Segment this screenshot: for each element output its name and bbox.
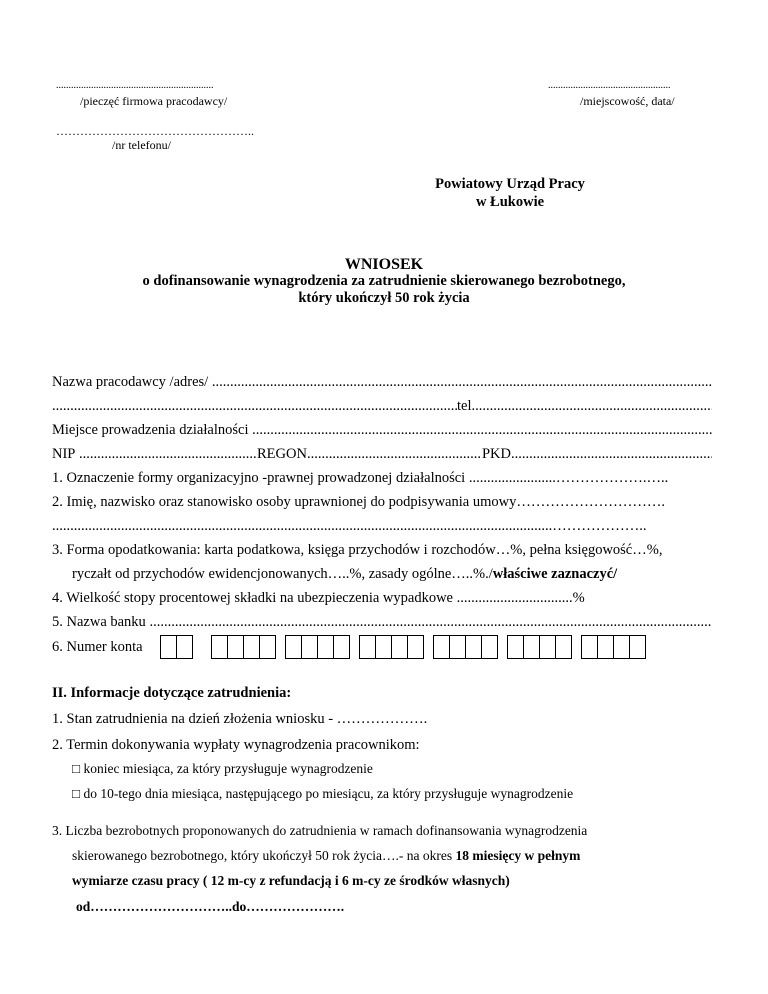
- account-digit-box[interactable]: [259, 635, 276, 659]
- pkd-label: PKD: [481, 446, 511, 462]
- item-1-legal-form[interactable]: 1. Oznaczenie formy organizacyjno -prawnej prowadzonej działalności ........................……………….…..: [52, 470, 669, 486]
- account-digit-box[interactable]: [160, 635, 177, 659]
- q3-unemployed-count: 3. Liczba bezrobotnych proponowanych do zatrudnienia w ramach dofinansowania wynagrodzenia: [52, 823, 588, 838]
- business-place-label: Miejsce prowadzenia działalności: [52, 422, 249, 438]
- q3-date-range[interactable]: od…………………………..do………………….: [76, 899, 345, 914]
- account-digit-box[interactable]: [449, 635, 466, 659]
- item-4-accident-rate[interactable]: 4. Wielkość stopy procentowej składki na ubezpieczenia wypadkowe ................................%: [52, 590, 585, 606]
- document-subtitle-1: o dofinansowanie wynagrodzenia za zatrudnienie skierowanego bezrobotnego,: [142, 273, 626, 289]
- account-digit-box[interactable]: [523, 635, 540, 659]
- stamp-dots: ...............................................................: [56, 80, 214, 91]
- q1-employment-state[interactable]: 1. Stan zatrudnienia na dzień złożenia wniosku - ……………….: [52, 711, 428, 727]
- account-digit-box[interactable]: [227, 635, 244, 659]
- payment-option-end-of-month[interactable]: □ koniec miesiąca, za który przysługuje wynagrodzenie: [72, 761, 373, 776]
- place-date-caption: /miejscowość, data/: [580, 94, 675, 108]
- bank-name-label: 5. Nazwa banku: [52, 614, 146, 630]
- account-number-boxes[interactable]: [160, 635, 646, 659]
- employer-address-field[interactable]: [52, 373, 712, 391]
- account-digit-box[interactable]: [613, 635, 630, 659]
- account-digit-box[interactable]: [375, 635, 392, 659]
- account-digit-box[interactable]: [359, 635, 376, 659]
- account-digit-box[interactable]: [465, 635, 482, 659]
- office-city: w Łukowie: [475, 194, 545, 210]
- q3-period-bold: 18 miesięcy w pełnym: [455, 848, 581, 863]
- business-place-field[interactable]: [52, 421, 712, 439]
- phone-caption: /nr telefonu/: [112, 138, 171, 152]
- account-digit-box[interactable]: [285, 635, 302, 659]
- account-digit-box[interactable]: [481, 635, 498, 659]
- account-digit-box[interactable]: [301, 635, 318, 659]
- item-3-taxation-cont: [72, 565, 617, 583]
- account-digit-box[interactable]: [317, 635, 334, 659]
- account-digit-box[interactable]: [243, 635, 260, 659]
- account-digit-box[interactable]: [539, 635, 556, 659]
- bank-name-field[interactable]: [52, 613, 712, 631]
- account-digit-box[interactable]: [555, 635, 572, 659]
- regon-label: REGON: [257, 446, 307, 462]
- stamp-caption: /pieczęć firmowa pracodawcy/: [80, 94, 228, 108]
- payment-option-10th-day[interactable]: □ do 10-tego dnia miesiąca, następującego po miesiącu, za który przysługuje wynagrodzenie: [72, 786, 574, 801]
- q2-payment-term: 2. Termin dokonywania wypłaty wynagrodzenia pracownikom:: [52, 737, 420, 753]
- item-3-note: właściwe zaznaczyć/: [492, 566, 618, 582]
- office-name: Powiatowy Urząd Pracy: [435, 176, 585, 192]
- account-digit-box[interactable]: [629, 635, 646, 659]
- document-subtitle-2: który ukończył 50 rok życia: [298, 290, 470, 306]
- account-digit-box[interactable]: [581, 635, 598, 659]
- account-digit-box[interactable]: [433, 635, 450, 659]
- employer-address-tel-field[interactable]: [52, 397, 712, 415]
- nip-regon-pkd-field[interactable]: [52, 445, 712, 463]
- item-2-authorized-person[interactable]: 2. Imię, nazwisko oraz stanowisko osoby uprawnionej do podpisywania umowy………………………….: [52, 494, 665, 510]
- q3-period: [72, 848, 580, 864]
- account-digit-box[interactable]: [211, 635, 228, 659]
- account-digit-box[interactable]: [176, 635, 193, 659]
- place-date-dots: .................................................: [548, 80, 671, 91]
- tel-label: tel: [457, 398, 472, 414]
- section-2-heading: II. Informacje dotyczące zatrudnienia:: [52, 685, 292, 701]
- item-3-taxation-text: ryczałt od przychodów ewidencjonowanych…..%, zasady ogólne…..%./: [72, 566, 493, 582]
- account-digit-box[interactable]: [333, 635, 350, 659]
- account-digit-box[interactable]: [597, 635, 614, 659]
- q3-period-text: skierowanego bezrobotnego, który ukończył 50 rok życia….- na okres: [72, 848, 456, 863]
- item-2-continuation[interactable]: ..........................................................................................................................................………………..: [52, 518, 647, 534]
- item-3-taxation: 3. Forma opodatkowania: karta podatkowa, księga przychodów i rozchodów…%, pełna księgowość…%,: [52, 542, 663, 558]
- account-digit-box[interactable]: [391, 635, 408, 659]
- nip-label: NIP: [52, 446, 76, 462]
- account-number-label: 6. Numer konta: [52, 639, 143, 655]
- account-digit-box[interactable]: [507, 635, 524, 659]
- document-title: WNIOSEK: [344, 256, 424, 273]
- employer-label: Nazwa pracodawcy /adres/: [52, 374, 209, 390]
- account-digit-box[interactable]: [407, 635, 424, 659]
- phone-dots: …………………………………………..: [56, 124, 254, 138]
- q3-work-time: wymiarze czasu pracy ( 12 m-cy z refundacją i 6 m-cy ze środków własnych): [72, 873, 510, 888]
